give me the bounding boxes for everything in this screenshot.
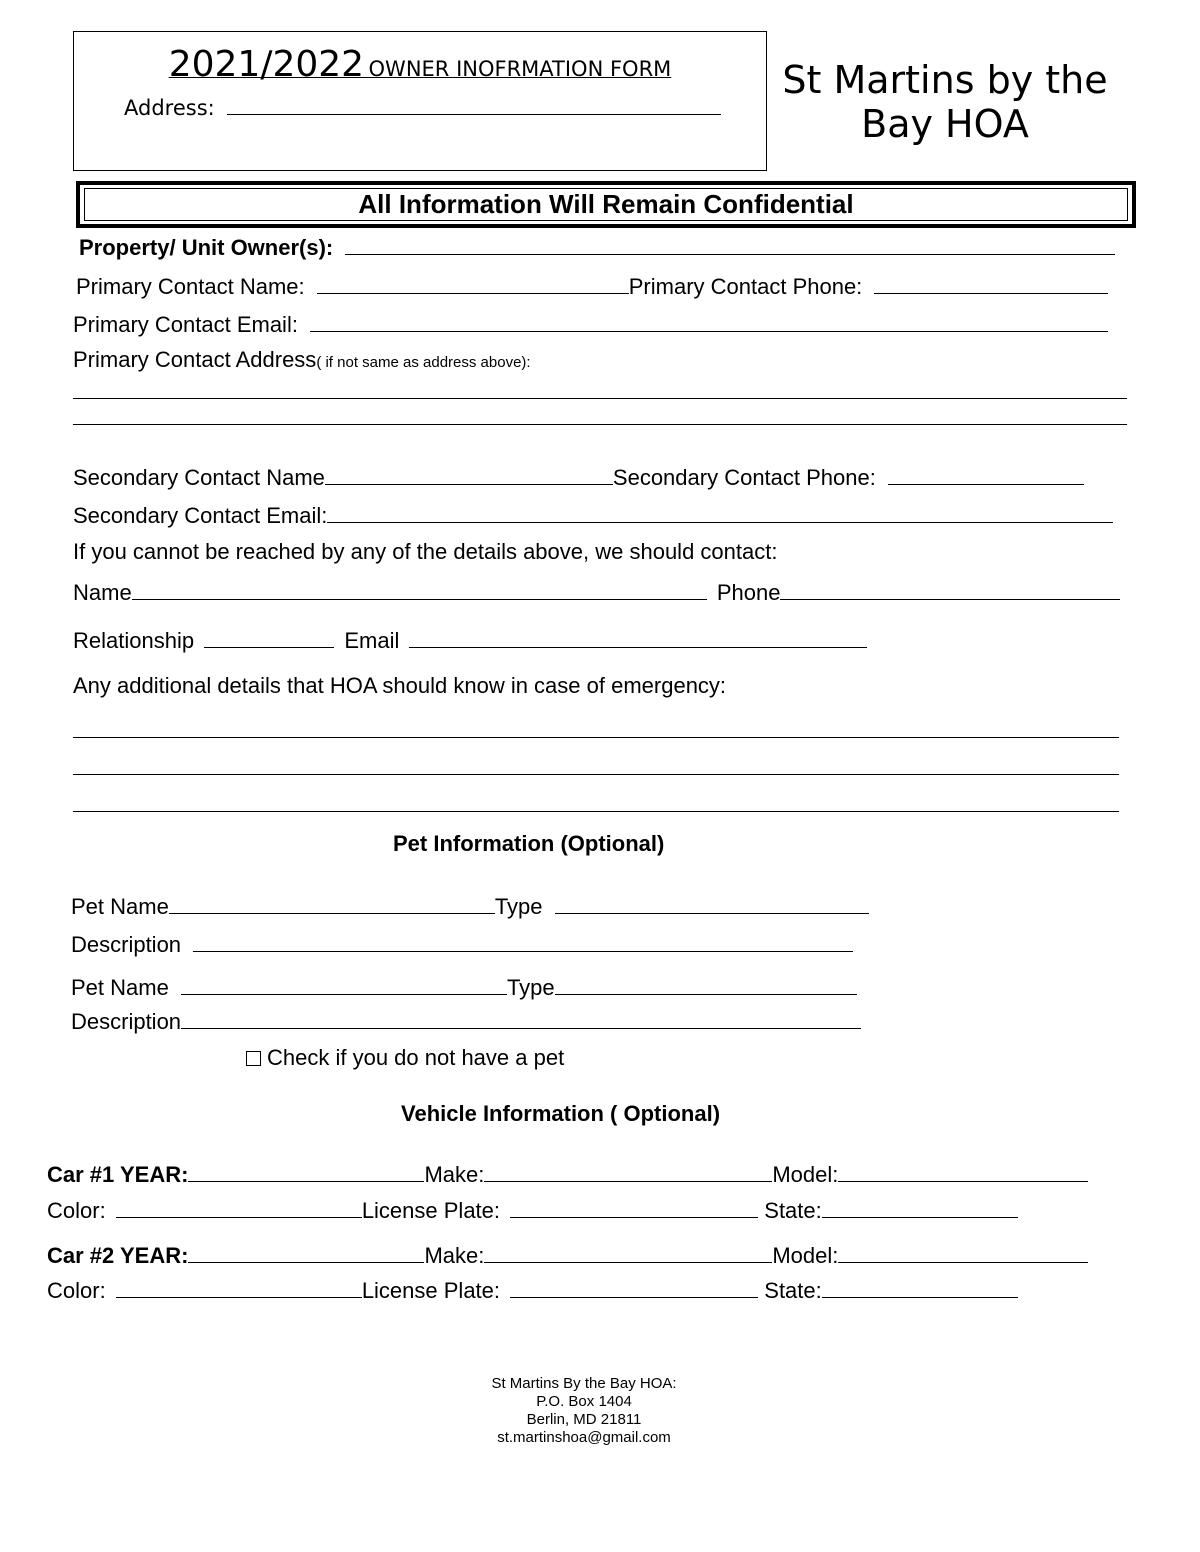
relationship-row (73, 625, 867, 654)
no-pet-label: Check if you do not have a pet (267, 1045, 565, 1070)
car2-make-field[interactable] (484, 1240, 772, 1263)
alternate-contact-row (73, 577, 1120, 606)
car2-color-field[interactable] (116, 1275, 362, 1298)
hoa-name (770, 58, 1120, 146)
car1-year-field[interactable] (188, 1159, 424, 1182)
primary-name-label: Primary Contact Name: (76, 274, 305, 299)
emergency-line-1[interactable] (73, 737, 1119, 738)
primary-contact-row (76, 271, 1108, 300)
pet2-type-field[interactable] (555, 972, 857, 995)
car2-make-label: Make: (424, 1243, 485, 1268)
car2-plate-label: License Plate: (361, 1278, 501, 1303)
address-row (124, 96, 721, 120)
confidential-banner (76, 181, 1136, 228)
property-owner-field[interactable] (345, 232, 1115, 255)
car1-plate-label: License Plate: (361, 1198, 501, 1223)
hoa-name-line2: Bay HOA (861, 102, 1029, 146)
car2-details-row (47, 1275, 1018, 1304)
form-title (74, 44, 766, 85)
form-title-text: OWNER INOFRMATION FORM (368, 57, 672, 81)
pet1-type-field[interactable] (555, 891, 869, 914)
pet-section-title: Pet Information (Optional) (393, 831, 665, 856)
pet2-description-field[interactable] (181, 1006, 861, 1029)
pet2-row (71, 972, 857, 1001)
car2-year-label: Car #2 YEAR: (47, 1243, 189, 1268)
relationship-label: Relationship (73, 628, 195, 653)
pet2-type-label: Type (506, 975, 555, 1000)
car2-year-field[interactable] (188, 1240, 424, 1263)
primary-address-line-1[interactable] (73, 398, 1127, 399)
secondary-email-label: Secondary Contact Email: (73, 503, 328, 528)
footer-org: St Martins By the Bay HOA: (491, 1375, 677, 1392)
emergency-line-3[interactable] (73, 811, 1119, 812)
secondary-name-field[interactable] (325, 462, 613, 485)
hoa-name-line1: St Martins by the (782, 58, 1108, 102)
primary-email-label: Primary Contact Email: (73, 312, 298, 337)
secondary-name-label: Secondary Contact Name (73, 465, 325, 490)
primary-address-label: Primary Contact Address (73, 347, 317, 372)
car1-state-field[interactable] (822, 1195, 1018, 1218)
pet1-type-label: Type (494, 894, 543, 919)
emergency-line-2[interactable] (73, 774, 1119, 775)
alt-name-field[interactable] (132, 577, 707, 600)
primary-address-row (73, 347, 531, 376)
pet2-description-label: Description (71, 1009, 182, 1034)
pet1-description-row (71, 929, 853, 958)
car2-model-label: Model: (772, 1243, 839, 1268)
pet1-name-field[interactable] (169, 891, 495, 914)
alt-phone-field[interactable] (780, 577, 1120, 600)
primary-phone-field[interactable] (874, 271, 1108, 294)
no-pet-row (246, 1045, 564, 1071)
form-year: 2021/2022 (168, 44, 365, 85)
car1-color-field[interactable] (116, 1195, 362, 1218)
primary-address-note: ( if not same as address above): (316, 354, 531, 371)
primary-name-field[interactable] (317, 271, 629, 294)
footer-email: st.martinshoa@gmail.com (497, 1429, 671, 1446)
secondary-contact-row (73, 462, 1084, 491)
car1-year-label: Car #1 YEAR: (47, 1162, 189, 1187)
footer-address (0, 1375, 1168, 1447)
car1-details-row (47, 1195, 1018, 1224)
primary-address-line-2[interactable] (73, 424, 1127, 425)
car2-plate-field[interactable] (510, 1275, 758, 1298)
property-owner-row (79, 232, 1115, 261)
car1-model-field[interactable] (838, 1159, 1088, 1182)
primary-phone-label: Primary Contact Phone: (628, 274, 863, 299)
secondary-phone-field[interactable] (888, 462, 1084, 485)
pet1-row (71, 891, 869, 920)
alt-email-field[interactable] (409, 625, 867, 648)
address-field[interactable] (227, 96, 721, 115)
pet2-name-field[interactable] (181, 972, 507, 995)
footer-city: Berlin, MD 21811 (526, 1411, 642, 1428)
car2-color-label: Color: (47, 1278, 106, 1303)
emergency-details-label: Any additional details that HOA should know in case of emergency: (73, 673, 727, 698)
pet1-description-field[interactable] (193, 929, 853, 952)
address-label: Address: (124, 96, 215, 120)
unreachable-note: If you cannot be reached by any of the details above, we should contact: (73, 539, 778, 564)
secondary-phone-label: Secondary Contact Phone: (612, 465, 876, 490)
footer-po-box: P.O. Box 1404 (536, 1393, 632, 1410)
car1-make-field[interactable] (484, 1159, 772, 1182)
no-pet-checkbox[interactable] (246, 1051, 261, 1066)
primary-email-field[interactable] (310, 309, 1108, 332)
alt-phone-label: Phone (716, 580, 781, 605)
pet1-description-label: Description (71, 932, 182, 957)
car2-row (47, 1240, 1088, 1269)
pet2-description-row (71, 1006, 861, 1035)
car2-state-label: State: (764, 1278, 822, 1303)
secondary-email-row (73, 500, 1113, 529)
car1-make-label: Make: (424, 1162, 485, 1187)
car2-state-field[interactable] (822, 1275, 1018, 1298)
alt-email-label: Email (344, 628, 400, 653)
confidential-text: All Information Will Remain Confidential (84, 188, 1128, 221)
car1-color-label: Color: (47, 1198, 106, 1223)
car1-state-label: State: (764, 1198, 822, 1223)
vehicle-section-title: Vehicle Information ( Optional) (401, 1101, 721, 1126)
relationship-field[interactable] (204, 625, 334, 648)
pet2-name-label: Pet Name (71, 975, 169, 1000)
car1-row (47, 1159, 1088, 1188)
alt-name-label: Name (73, 580, 132, 605)
form-header-box (73, 31, 767, 171)
secondary-email-field[interactable] (327, 500, 1113, 523)
car2-model-field[interactable] (838, 1240, 1088, 1263)
pet1-name-label: Pet Name (71, 894, 169, 919)
primary-email-row (73, 309, 1108, 338)
property-owner-label: Property/ Unit Owner(s): (79, 235, 334, 260)
car1-plate-field[interactable] (510, 1195, 758, 1218)
car1-model-label: Model: (772, 1162, 839, 1187)
